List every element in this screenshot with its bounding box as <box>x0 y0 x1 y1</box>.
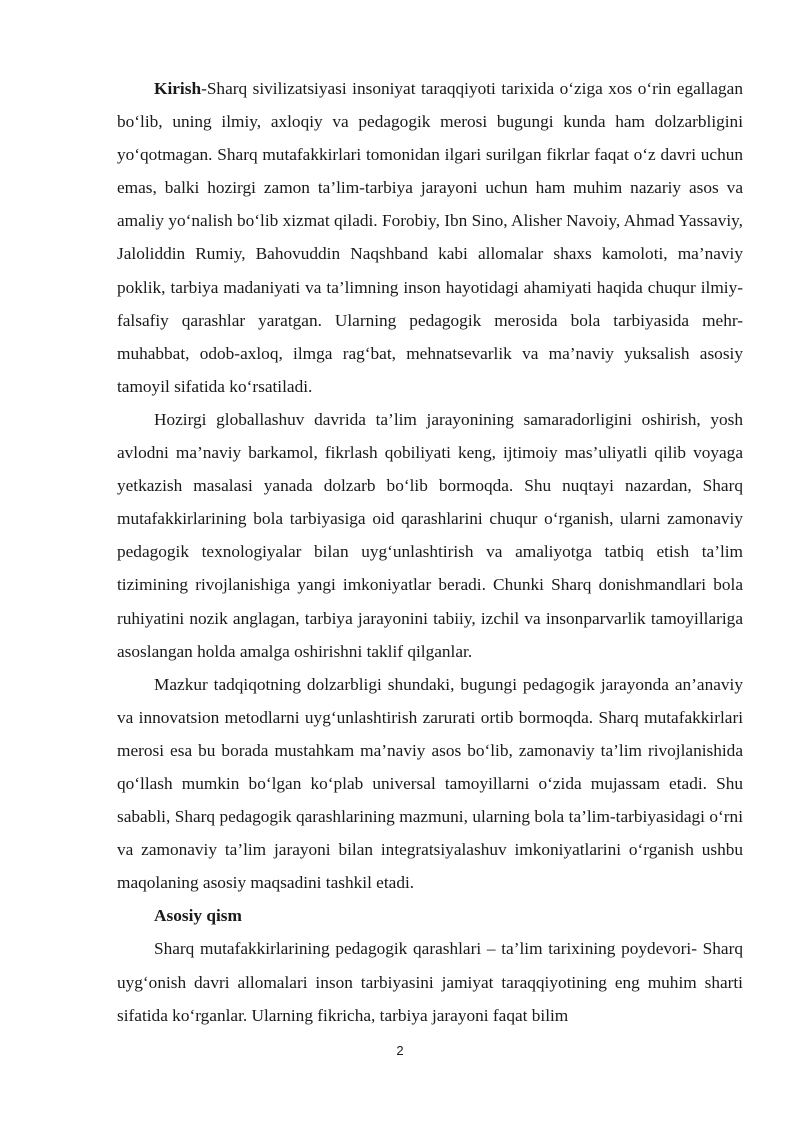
intro-lead-word: Kirish <box>154 79 202 98</box>
main-section-paragraph: Sharq mutafakkirlarining pedagogik qarashlari – ta’lim tarixining poydevori- Sharq uyg‘onish davri allomalari inson tarbiyasini jamiyat taraqqiyotining eng muhim sharti sifatida ko‘rganlar. Ularning fikricha, tarbiya jarayoni faqat bilim <box>117 939 743 1025</box>
relevance-paragraph: Mazkur tadqiqotning dolzarbligi shundaki, bugungi pedagogik jarayonda an’anaviy va innovatsion metodlarni uyg‘unlashtirish zarurati ortib bormoqda. Sharq mutafakkirlari merosi esa bu borada mustahkam ma’naviy asos bo‘lib, zamonaviy ta’lim rivojlanishida qo‘llash mumkin bo‘lgan ko‘plab universal tamoyillarni o‘zida mujassam etadi. Shu sababli, Sharq pedagogik qarashlarining mazmuni, ularning bola ta’lim-tarbiyasidagi o‘rni va zamonaviy ta’lim jarayoni bilan integratsiyalashuv imkoniyatlarini o‘rganish ushbu maqolaning asosiy maqsadini tashkil etadi. <box>117 674 743 893</box>
document-body <box>117 72 743 1032</box>
intro-paragraph-text: -Sharq sivilizatsiyasi insoniyat taraqqiyoti tarixida o‘ziga xos o‘rin egallagan bo‘lib, uning ilmiy, axloqiy va pedagogik merosi bugungi kunda ham dolzarbligini yo‘qotmagan. Sharq mutafakkirlari tomonidan ilgari surilgan fikrlar faqat o‘z davri uchun emas, balki hozirgi zamon ta’lim-tarbiya jarayoni uchun ham muhim nazariy asos va amaliy yo‘nalish bo‘lib xizmat qiladi. Forobiy, Ibn Sino, Alisher Navoiy, Ahmad Yassaviy, Jaloliddin Rumiy, Bahovuddin Naqshband kabi allomalar shaxs kamoloti, ma’naviy poklik, tarbiya madaniyati va ta’limning inson hayotidagi ahamiyati haqida chuqur ilmiy-falsafiy qarashlar yaratgan. Ularning pedagogik merosida bola tarbiyasida mehr-muhabbat, odob-axloq, ilmga rag‘bat, mehnatsevarlik va ma’naviy yuksalish asosiy tamoyil sifatida ko‘rsatiladi. <box>117 79 743 396</box>
page-number: 2 <box>396 1043 404 1058</box>
globalization-paragraph: Hozirgi globallashuv davrida ta’lim jarayonining samaradorligini oshirish, yosh avlodni ma’naviy barkamol, fikrlash qobiliyati keng, ijtimoiy mas’uliyatli qilib voyaga yetkazish masalasi yanada dolzarb bo‘lib bormoqda. Shu nuqtayi nazardan, Sharq mutafakkirlarining bola tarbiyasiga oid qarashlarini chuqur o‘rganish, ularni zamonaviy pedagogik texnologiyalar bilan uyg‘unlashtirish va amaliyotga tatbiq etish ta’lim tizimining rivojlanishiga yangi imkoniyatlar beradi. Chunki Sharq donishmandlari bola ruhiyatini nozik anglagan, tarbiya jarayonini tabiiy, izchil va insonparvarlik tamoyillariga asoslangan holda amalga oshirishni taklif qilganlar. <box>117 409 743 661</box>
intro-paragraph <box>117 72 743 403</box>
section-heading: Asosiy qism <box>154 906 242 926</box>
